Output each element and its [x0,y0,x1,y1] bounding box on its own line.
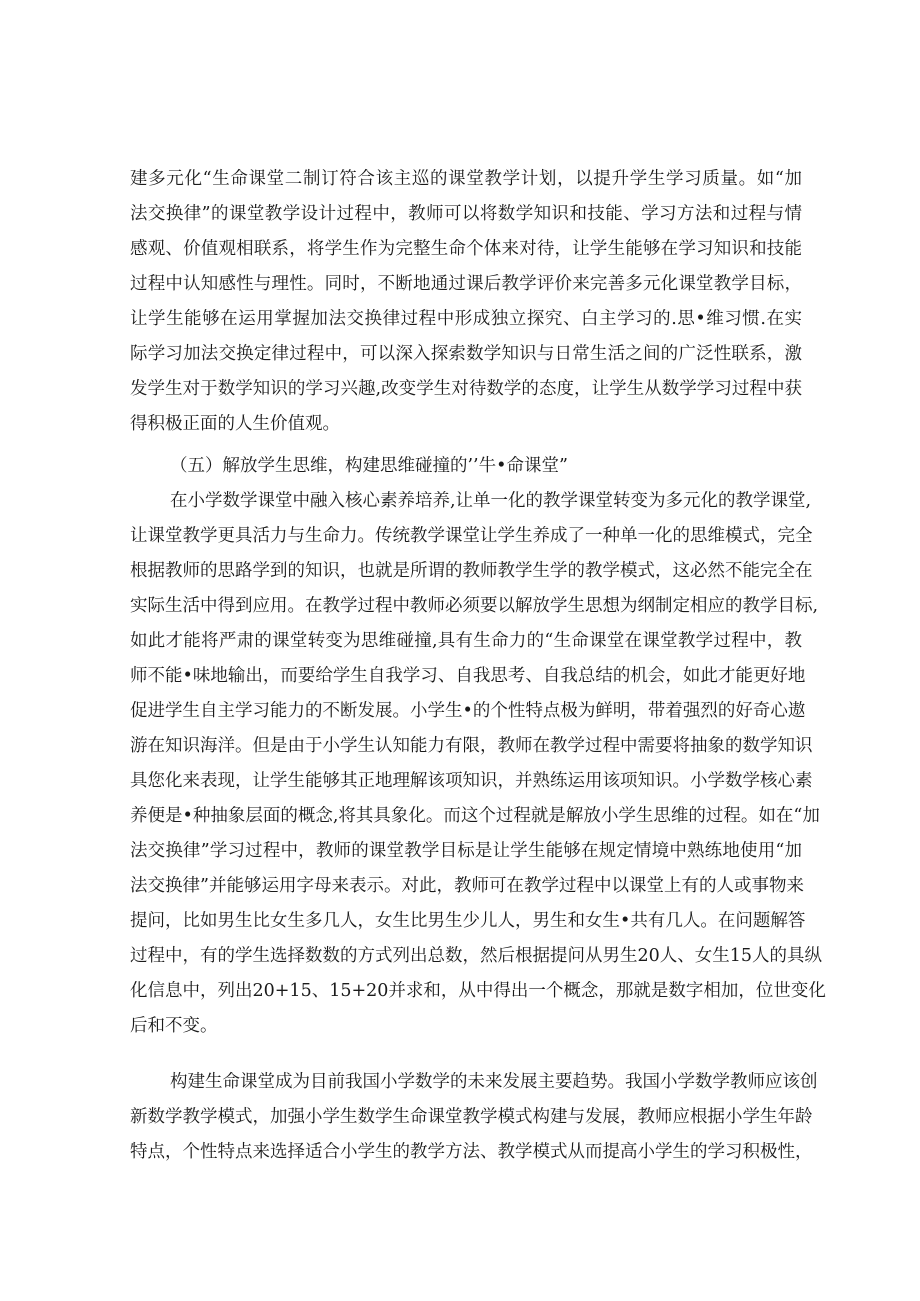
paragraph-1-line: 让学生能够在运用掌握加法交换律过程中形成独立探究、白主学习的.思•维习惯.在实 [130,309,802,329]
paragraph-3-line: 构建生命课堂成为目前我国小学数学的未来发展主要趋势。我国小学数学教师应该创 [170,1072,818,1092]
section-heading: （五）解放学生思维，构建思维碰撞的’’牛•命课堂” [170,456,568,476]
paragraph-2-line: 如此才能将严肃的课堂转变为思维碰撞,具有生命力的“生命课堂在课堂教学过程中，教 [130,631,802,651]
paragraph-2-line: 过程中，有的学生选择数数的方式列出总数，然后根据提问从男生20人、女生15人的具纵 [130,946,823,966]
paragraph-2-line: 提问，比如男生比女生多几人，女生比男生少儿人，男生和女生•共有几人。在问题解答 [130,911,806,931]
paragraph-2-line: 根据教师的思路学到的知识，也就是所谓的教师教学生学的教学模式，这必然不能完全在 [130,561,813,581]
paragraph-2-line: 游在知识海洋。但是由于小学生认知能力有限，教师在教学过程中需要将抽象的数学知识 [130,736,813,756]
paragraph-2-line: 化信息中，列出20+15、15+20并求和，从中得出一个概念，那就是数字相加，位世变化 [130,981,826,1001]
paragraph-2-line: 法交换律”学习过程中，教师的课堂教学目标是让学生能够在规定情境中熟练地使用“加 [130,841,802,861]
paragraph-2-line: 实际生活中得到应用。在教学过程中教师必须要以解放学生思想为纲制定相应的教学目标, [130,596,819,616]
paragraph-2-line: 法交换律”并能够运用字母来表示。对此，教师可在教学过程中以课堂上有的人或事物来 [130,876,804,896]
paragraph-2-line: 促进学生自主学习能力的不断发展。小学生•的个性特点极为鲜明，带着强烈的好奇心遨 [130,701,806,721]
paragraph-2-line: 在小学数学课堂中融入核心素养培养,让单一化的教学课堂转变为多元化的教学课堂, [170,491,812,511]
paragraph-2-line: 师不能•味地输出，而要给学生自我学习、自我思考、自我总结的机会，如此才能更好地 [130,666,806,686]
paragraph-2-line: 养便是•种抽象层面的概念,将其具象化。而这个过程就是解放小学生思维的过程。如在“加 [130,806,820,826]
paragraph-3-line: 特点，个性特点来选择适合小学生的教学方法、教学模式从而提高小学生的学习积极性， [130,1142,813,1162]
paragraph-1-line: 发学生对于数学知识的学习兴趣,改变学生对待数学的态度，让学生从数学学习过程中获 [130,379,802,399]
paragraph-1-line: 际学习加法交换定律过程中，可以深入探索数学知识与日常生活之间的广泛性联系，激 [130,344,802,364]
paragraph-2-line: 具您化来表现，让学生能够其正地理解该项知识，并熟练运用该项知识。小学数学核心素 [130,771,813,791]
paragraph-1-line: 法交换律”的课堂教学设计过程中，教师可以将数学知识和技能、学习方法和过程与情 [130,204,802,224]
paragraph-1-line: 建多元化“生命课堂二制订符合该主巡的课堂教学计划，以提升学生学习质量。如“加 [130,169,802,189]
paragraph-2-line: 后和不变。 [130,1016,218,1036]
paragraph-1-line: 过程中认知感性与理性。同时，不断地通过课后教学评价来完善多元化课堂教学目标， [130,274,802,294]
paragraph-1-line: 得积极正面的人生价值观。 [130,414,340,434]
paragraph-1-line: 感观、价值观相联系，将学生作为完整生命个体来对待，让学生能够在学习知识和技能 [130,239,802,259]
paragraph-3-line: 新数学教学模式，加强小学生数学生命课堂教学模式构建与发展，教师应根据小学生年龄 [130,1107,813,1127]
paragraph-2-line: 让课堂教学更具活力与生命力。传统教学课堂让学生养成了一种单一化的思维模式，完全 [130,526,813,546]
